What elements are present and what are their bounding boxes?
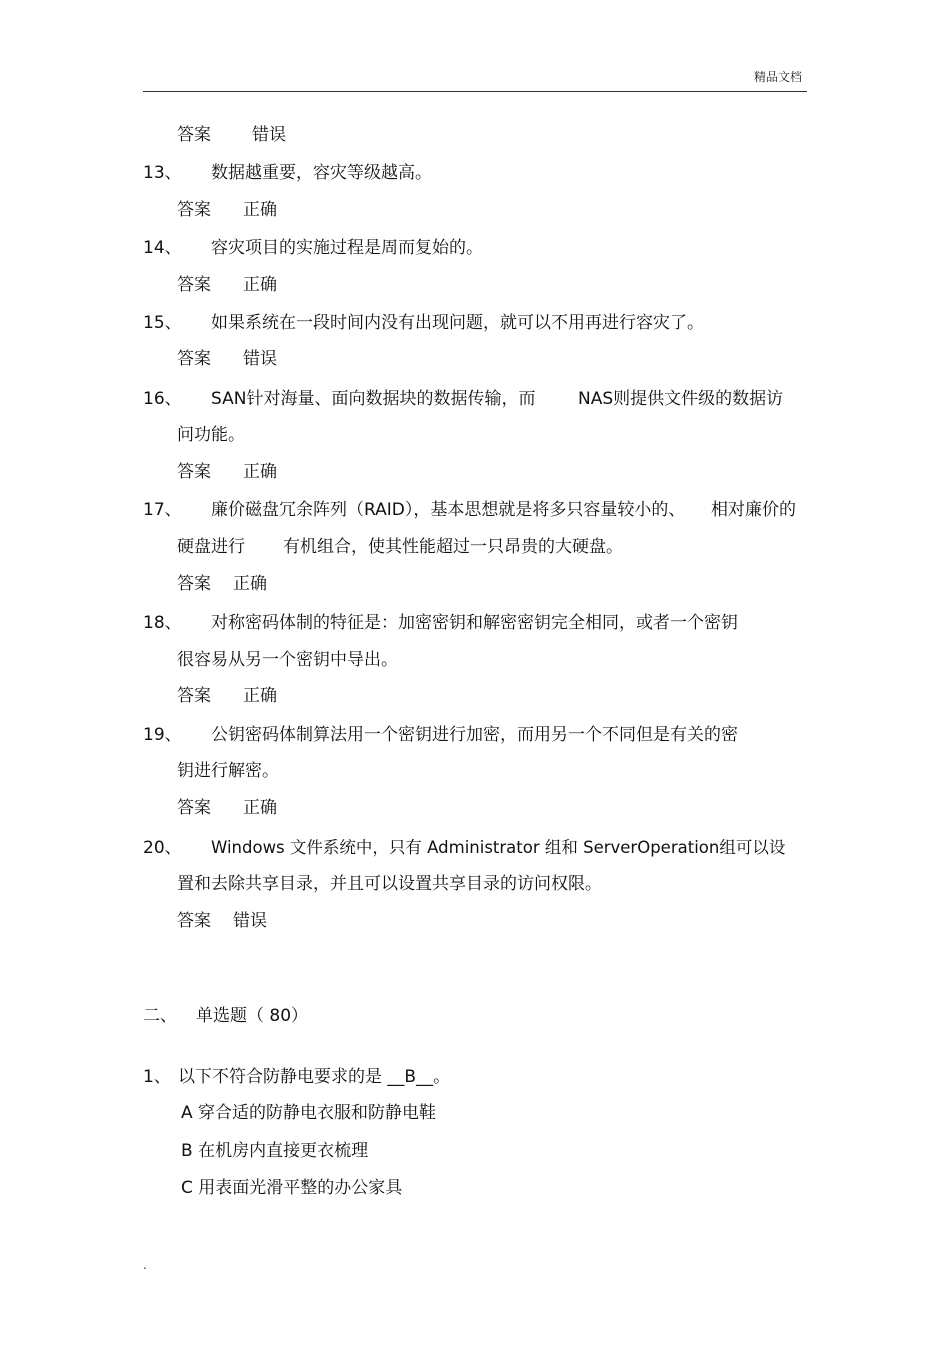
question-number: 14、	[143, 238, 182, 258]
question-text: Windows 文件系统中，只有 Administrator 组和 ServerOperation组可以设	[211, 838, 786, 857]
question-text: 如果系统在一段时间内没有出现问题，就可以不用再进行容灾了。	[211, 313, 704, 333]
question-number: 17、	[143, 500, 182, 520]
question-number: 20、	[143, 838, 182, 858]
question-text-continued: 钥进行解密。	[177, 761, 279, 781]
answer-label: 答案	[177, 349, 211, 369]
footer-dot: .	[143, 1258, 147, 1272]
answer-label: 答案	[177, 200, 211, 220]
mcq-option-a: A 穿合适的防静电衣服和防静电鞋	[181, 1103, 437, 1123]
question-number: 13、	[143, 163, 182, 183]
answer-label: 答案	[177, 911, 211, 931]
question-text: 相对廉价的	[711, 500, 796, 520]
mcq-option-b: B 在机房内直接更衣梳理	[181, 1141, 369, 1161]
section-number: 二、	[143, 1006, 177, 1026]
answer-label: 答案	[177, 125, 211, 145]
question-number: 19、	[143, 725, 182, 745]
answer-value: 正确	[243, 275, 277, 295]
question-text-continued: 置和去除共享目录，并且可以设置共享目录的访问权限。	[177, 874, 602, 894]
question-number: 18、	[143, 613, 182, 633]
header-label: 精品文档	[753, 70, 802, 84]
question-text: SAN针对海量、面向数据块的数据传输，而	[211, 389, 536, 409]
answer-value: 正确	[233, 574, 267, 594]
answer-label: 答案	[177, 686, 211, 706]
answer-value: 错误	[243, 349, 277, 369]
question-text-continued: 硬盘进行	[177, 537, 245, 557]
question-number: 16、	[143, 389, 182, 409]
answer-value: 正确	[243, 462, 277, 482]
question-text-continued: 很容易从另一个密钥中导出。	[177, 650, 398, 670]
mcq-number: 1、	[143, 1067, 171, 1087]
answer-label: 答案	[177, 462, 211, 482]
answer-label: 答案	[177, 798, 211, 818]
question-text: NAS则提供文件级的数据访	[578, 389, 784, 409]
answer-value: 正确	[243, 686, 277, 706]
answer-label: 答案	[177, 275, 211, 295]
answer-value: 错误	[252, 125, 286, 145]
question-text: 廉价磁盘冗余阵列（RAID），基本思想就是将多只容量较小的、	[211, 500, 686, 520]
question-text-continued: 问功能。	[177, 425, 245, 445]
question-text-continued: 有机组合，使其性能超过一只昂贵的大硬盘。	[283, 537, 623, 557]
section-title: 单选题（ 80）	[196, 1006, 309, 1026]
question-text: 容灾项目的实施过程是周而复始的。	[211, 238, 483, 258]
mcq-stem: 以下不符合防静电要求的是 __B__。	[178, 1067, 451, 1087]
question-number: 15、	[143, 313, 182, 333]
answer-value: 错误	[233, 911, 267, 931]
answer-value: 正确	[243, 200, 277, 220]
mcq-option-c: C 用表面光滑平整的办公家具	[181, 1178, 403, 1198]
question-text: 公钥密码体制算法用一个密钥进行加密，而用另一个不同但是有关的密	[211, 725, 738, 745]
answer-label: 答案	[177, 574, 211, 594]
header-rule	[143, 91, 807, 92]
question-text: 对称密码体制的特征是：加密密钥和解密密钥完全相同，或者一个密钥	[211, 613, 738, 633]
question-text: 数据越重要，容灾等级越高。	[211, 163, 432, 183]
answer-value: 正确	[243, 798, 277, 818]
